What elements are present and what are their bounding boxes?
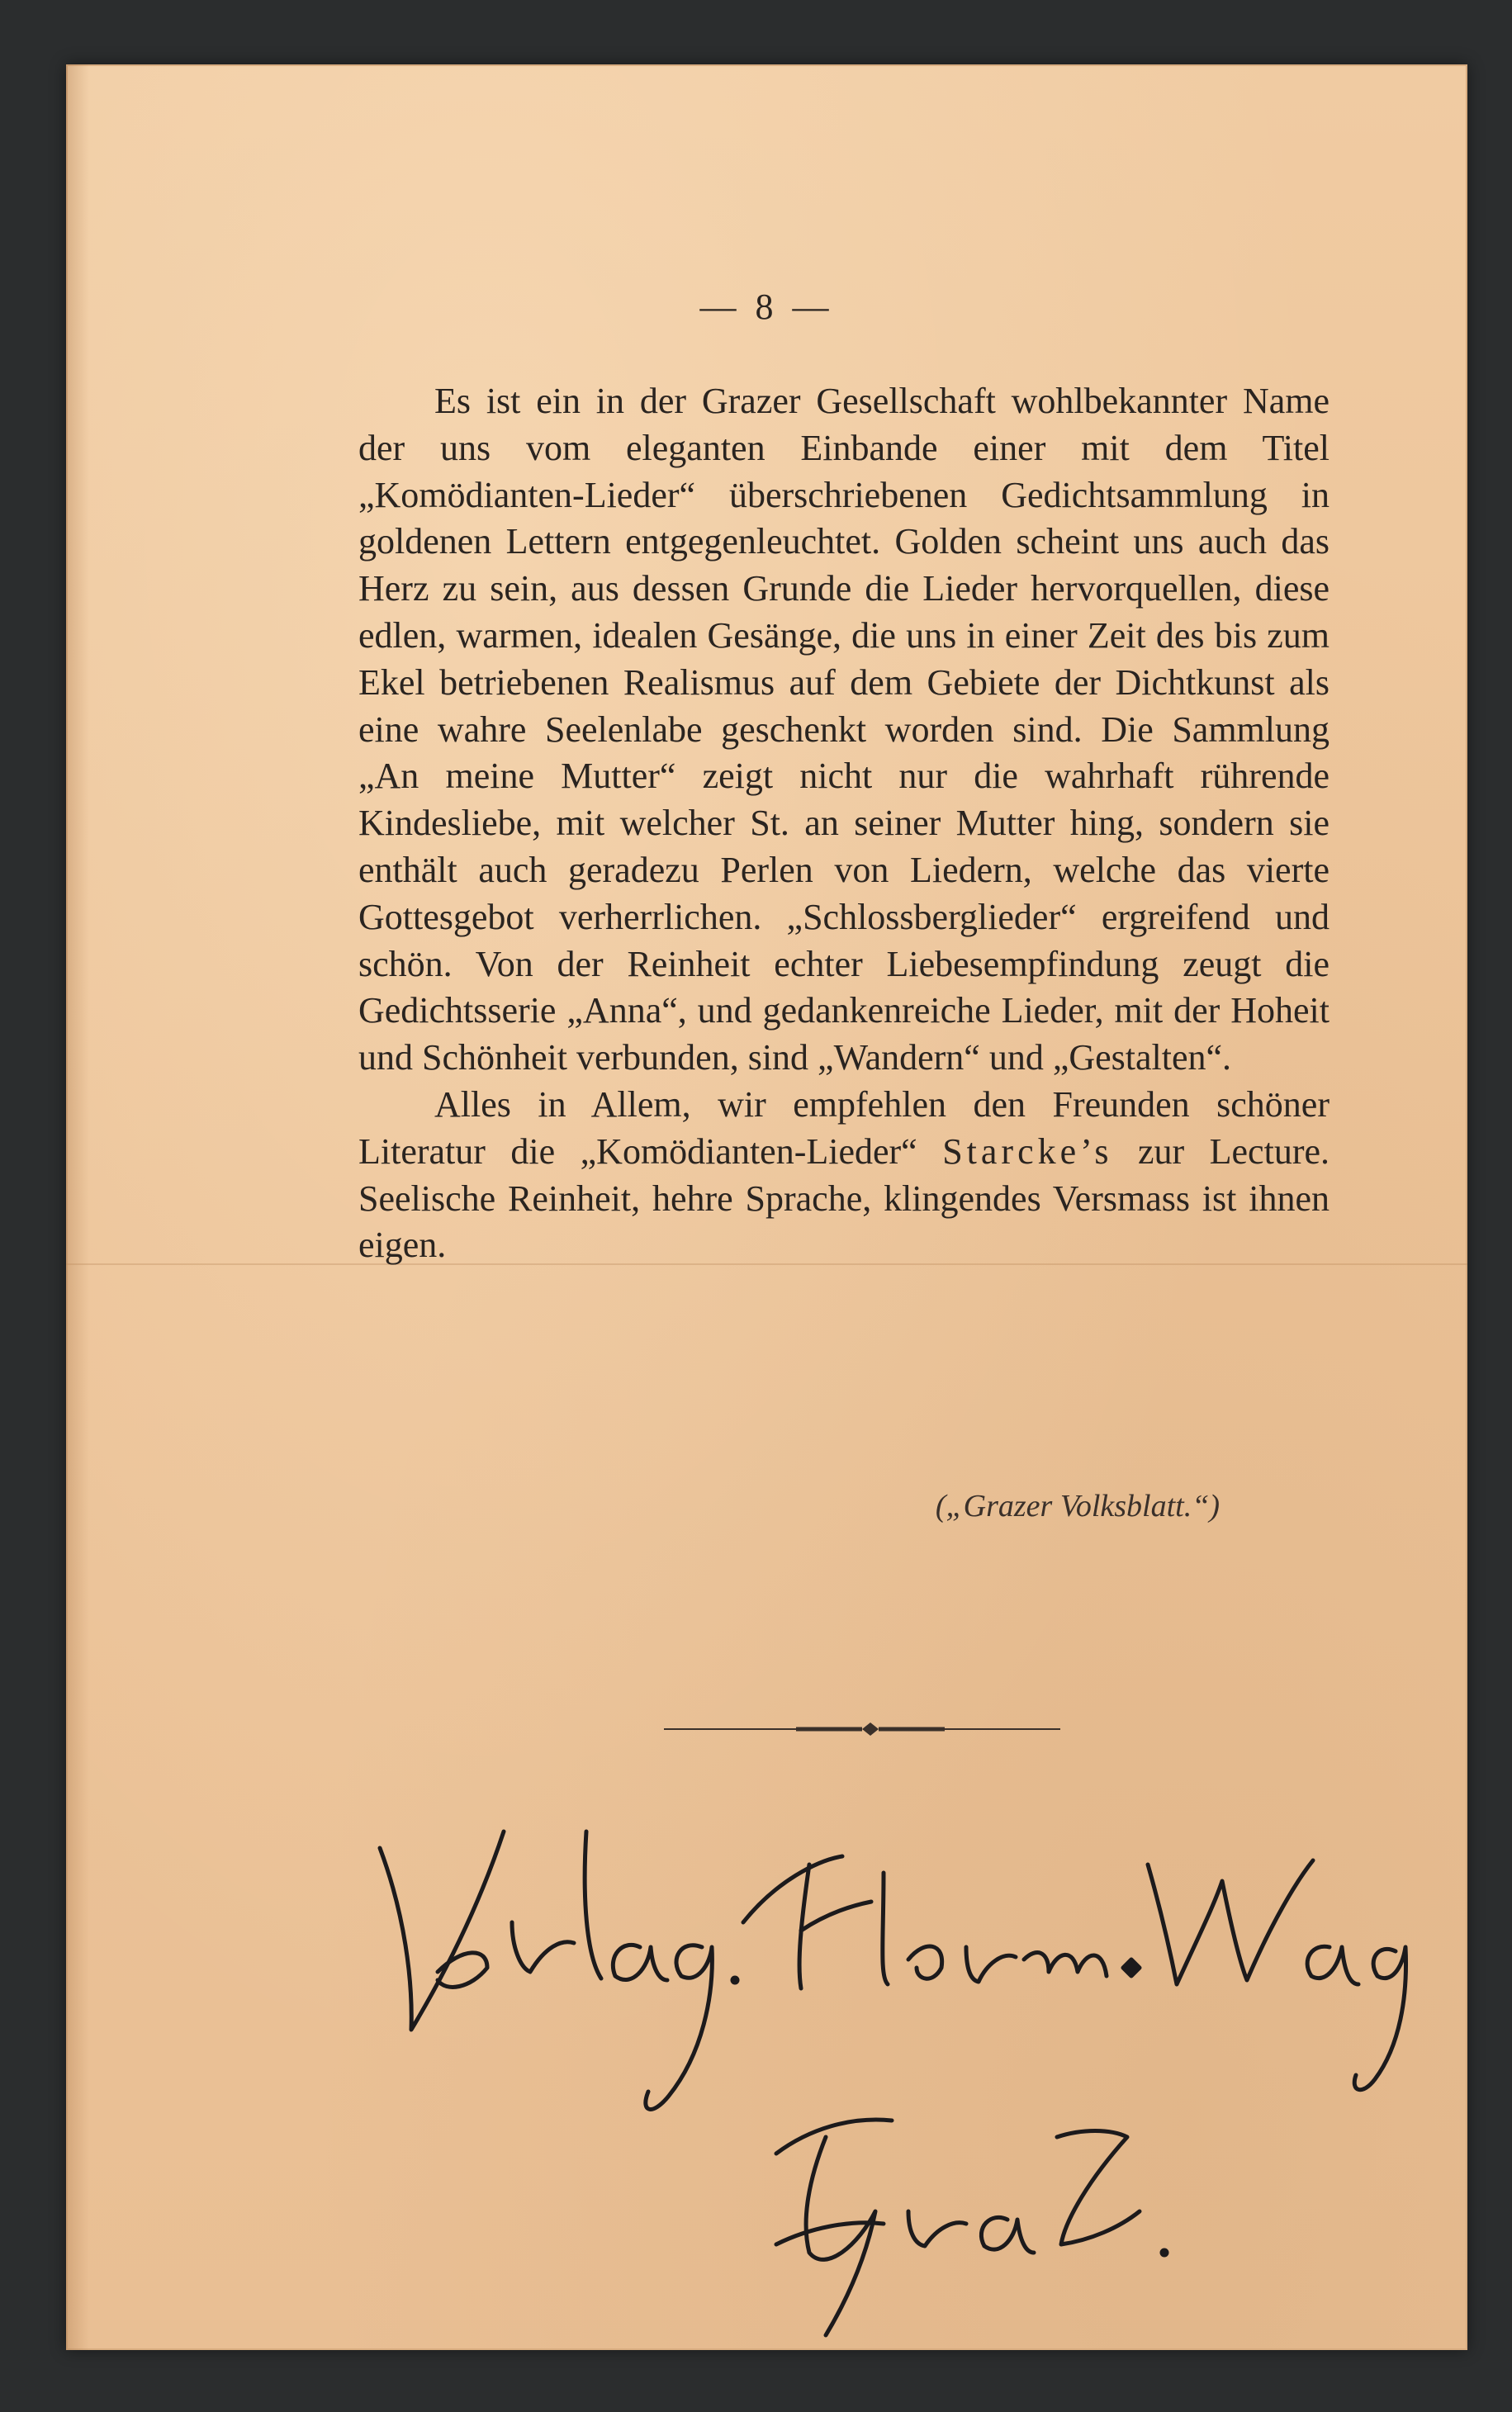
ornament-divider bbox=[664, 1713, 1077, 1746]
author-name: Starcke’s bbox=[942, 1130, 1113, 1172]
paragraph-1-text: Es ist ein in der Grazer Gesellschaft wohlbekannter Name der uns vom eleganten Einbande einer mit dem Titel „Komödianten-Lieder“ überschriebenen Gedichtsammlung in goldenen Lettern entgegenleuchtet. Golden scheint uns auch das Herz zu sein, aus dessen Grunde die Lieder hervorquellen, diese edlen, warmen, idealen Gesänge, die uns in einer Zeit des bis zum Ekel betriebenen Realismus auf dem Gebiete der Dichtkunst als eine wahre Seelenlabe geschenkt worden sind. Die Sammlung „An meine Mutter“ zeigt nicht nur die wahrhaft rührende Kindesliebe, mit welcher St. an seiner Mutter hing, sondern sie enthält auch geradezu Perlen von Liedern, welche das vierte Gottesgebot verherrlichen. „Schlossberglieder“ ergreifend und schön. Von der Reinheit echter Liebesempfindung zeugt die Gedichtsserie „Anna“, und gedankenreiche Lieder, mit der Hoheit und Schönheit verbunden, sind „Wandern“ und „Gestalten“. bbox=[358, 381, 1330, 1078]
paragraph-2 bbox=[358, 1082, 1330, 1269]
paragraph-1 bbox=[358, 378, 1330, 1082]
page-number: — 8 — bbox=[699, 287, 834, 327]
handwritten-signature bbox=[314, 1782, 1470, 2376]
source-citation: („Grazer Volksblatt.“) bbox=[935, 1489, 1220, 1523]
paragraph-2-text-end: zur Lecture. Seelische Reinheit, hehre Sprache, klingendes Versmass ist ihnen eigen. bbox=[358, 1130, 1330, 1266]
document-page bbox=[66, 64, 1467, 2350]
article-body bbox=[358, 378, 1330, 1269]
paragraph-2-text-start: Alles in Allem, wir empfehlen den Freunden schöner Literatur die „Komödianten-Lieder“ bbox=[358, 1083, 1330, 1172]
